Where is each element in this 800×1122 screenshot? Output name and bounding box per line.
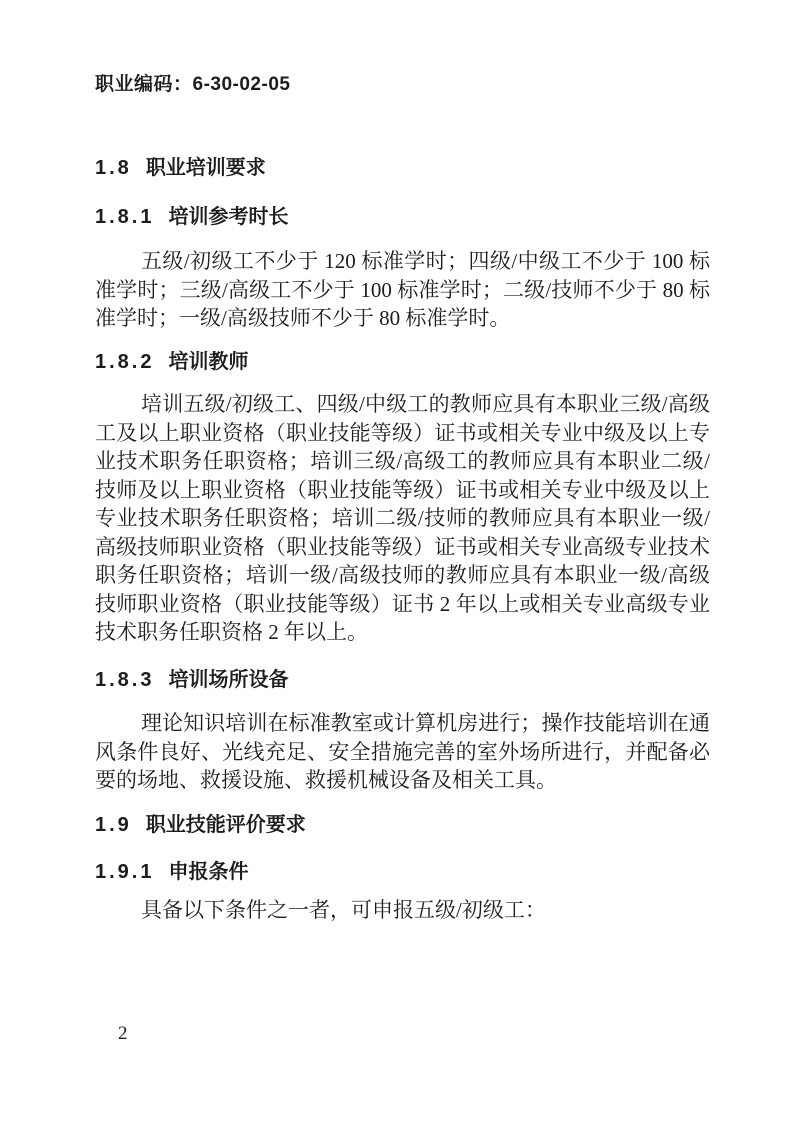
- heading-title: 培训参考时长: [168, 206, 289, 228]
- section-heading-1-8-2: [95, 351, 710, 373]
- heading-number: 1.8.1: [95, 206, 155, 228]
- section-heading-1-9: [95, 814, 710, 836]
- section-heading-1-8: [95, 157, 710, 179]
- heading-number: 1.8: [95, 157, 132, 179]
- page-number: 2: [118, 1023, 128, 1044]
- heading-number: 1.8.3: [95, 669, 155, 691]
- heading-title: 申报条件: [168, 861, 249, 883]
- paragraph-training-hours: 五级/初级工不少于 120 标准学时；四级/中级工不少于 100 标准学时；三级/高级工不少于 100 标准学时；二级/技师不少于 80 标准学时；一级/高级技师不少于 80 标准学时。: [95, 249, 710, 330]
- heading-title: 职业技能评价要求: [145, 814, 306, 836]
- section-heading-1-8-3: [95, 669, 710, 691]
- paragraph-training-teachers: 培训五级/初级工、四级/中级工的教师应具有本职业三级/高级工及以上职业资格（职业技能等级）证书或相关专业中级及以上专业技术职务任职资格；培训三级/高级工的教师应具有本职业二级/技师及以上职业资格（职业技能等级）证书或相关专业中级及以上专业技术职务任职资格；培训二级/技师的教师应具有本职业一级/高级技师职业资格（职业技能等级）证书或相关专业高级专业技术职务任职资格；培训一级/高级技师的教师应具有本职业一级/高级技师职业资格（职业技能等级）证书 2 年以上或相关专业高级专业技术职务任职资格 2 年以上。: [95, 392, 710, 644]
- occupation-code-header: 职业编码：6-30-02-05: [95, 74, 291, 95]
- paragraph-training-facilities: 理论知识培训在标准教室或计算机房进行；操作技能培训在通风条件良好、光线充足、安全措施完善的室外场所进行，并配备必要的场地、救援设施、救援机械设备及相关工具。: [95, 711, 710, 792]
- heading-number: 1.8.2: [95, 351, 155, 373]
- section-heading-1-9-1: [95, 861, 710, 883]
- section-heading-1-8-1: [95, 206, 710, 228]
- heading-title: 培训教师: [168, 351, 249, 373]
- heading-number: 1.9.1: [95, 861, 155, 883]
- heading-title: 职业培训要求: [145, 157, 266, 179]
- paragraph-application-conditions: 具备以下条件之一者，可申报五级/初级工：: [141, 898, 546, 922]
- heading-number: 1.9: [95, 814, 132, 836]
- heading-title: 培训场所设备: [168, 669, 289, 691]
